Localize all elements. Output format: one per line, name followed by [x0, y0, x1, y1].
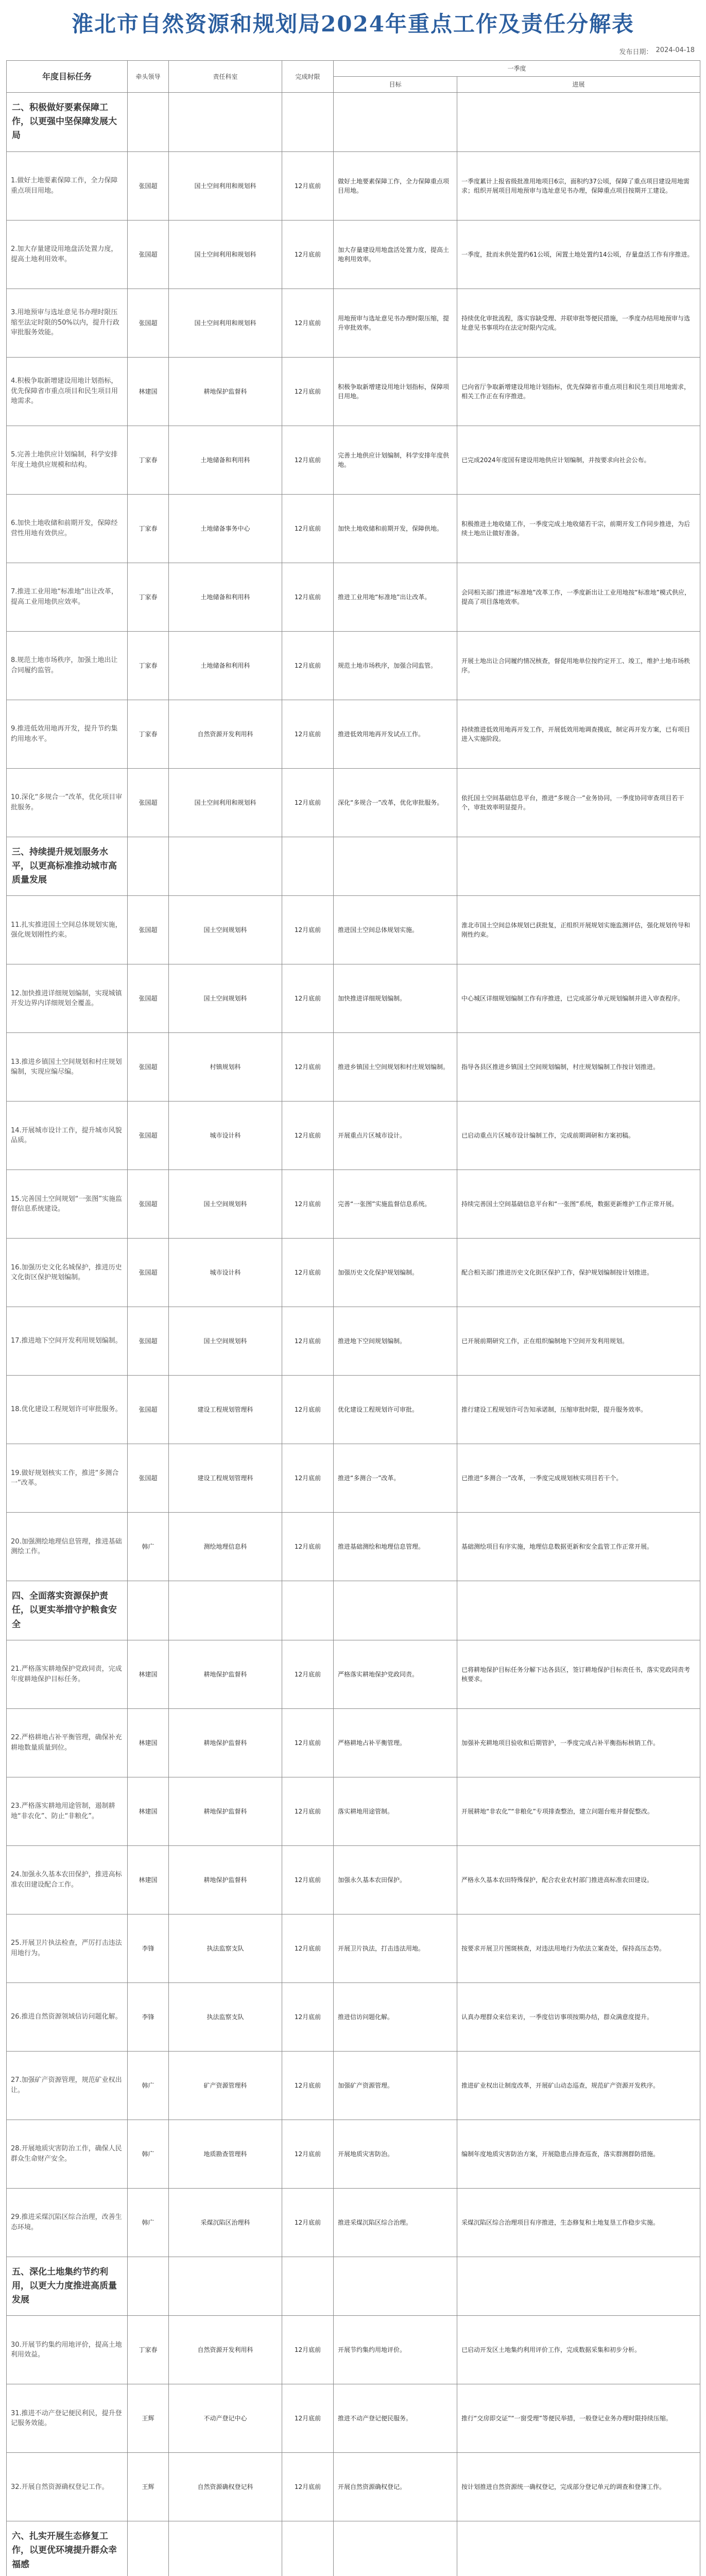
task-cell: 31.推进不动产登记便民利民，提升登记服务效能。: [7, 2384, 128, 2453]
progress-cell: 已启动开发区土地集约利用评价工作，完成数据采集和初步分析。: [457, 2316, 700, 2384]
deadline-cell: 12月底前: [282, 2188, 334, 2257]
section-row: [7, 2521, 700, 2576]
empty-cell: [282, 1581, 334, 1640]
dept-cell: 自然资源确权登记科: [169, 2453, 282, 2521]
dept-cell: 地质勘查管理科: [169, 2120, 282, 2188]
empty-cell: [334, 93, 457, 152]
progress-cell: 推行建设工程规划许可告知承诺制，压缩审批时限，提升服务效率。: [457, 1376, 700, 1444]
target-cell: 加大存量建设用地盘活处置力度，提高土地利用效率。: [334, 220, 457, 289]
progress-cell: 依托国土空间基础信息平台，推进“多规合一”业务协同，一季度协同审查项目若干个，审批效率明显提升。: [457, 768, 700, 837]
empty-cell: [169, 2257, 282, 2316]
progress-cell: 已将耕地保护目标任务分解下达各县区，签订耕地保护目标责任书，落实党政同责考核要求。: [457, 1640, 700, 1708]
empty-cell: [457, 2257, 700, 2316]
header-task: 年度目标任务: [7, 61, 128, 93]
header-lead: 牵头领导: [128, 61, 169, 93]
dept-cell: 国土空间规划科: [169, 896, 282, 964]
lead-cell: 韩广: [128, 2188, 169, 2257]
progress-cell: 开展耕地“非农化”“非粮化”专项排查整治，建立问题台账并督促整改。: [457, 1777, 700, 1845]
dept-cell: 城市设计科: [169, 1239, 282, 1307]
lead-cell: 张国超: [128, 1376, 169, 1444]
section-row: [7, 837, 700, 896]
lead-cell: 李锋: [128, 1914, 169, 1982]
section-heading: 六、扎实开展生态修复工作，以更优环境提升群众幸福感: [7, 2521, 128, 2576]
task-cell: 16.加强历史文化名城保护，推进历史文化街区保护规划编制。: [7, 1239, 128, 1307]
deadline-cell: 12月底前: [282, 1376, 334, 1444]
lead-cell: 林建国: [128, 1640, 169, 1708]
empty-cell: [457, 93, 700, 152]
task-cell: 8.规范土地市场秩序，加强土地出让合同履约监管。: [7, 631, 128, 700]
lead-cell: 张国超: [128, 151, 169, 220]
task-cell: 12.加快推进详细规划编制，实现城镇开发边界内详细规划全覆盖。: [7, 964, 128, 1033]
empty-cell: [169, 837, 282, 896]
dept-cell: 耕地保护监督科: [169, 1640, 282, 1708]
progress-cell: 持续优化审批流程，落实容缺受理、并联审批等便民措施，一季度办结用地预审与选址意见书事项均在法定时限内完成。: [457, 289, 700, 357]
deadline-cell: 12月底前: [282, 700, 334, 768]
task-cell: 17.推进地下空间开发利用规划编制。: [7, 1307, 128, 1376]
table-header: [7, 61, 700, 93]
lead-cell: 韩广: [128, 1513, 169, 1581]
progress-cell: 持续完善国土空间基础信息平台和“一张图”系统，数据更新维护工作正常开展。: [457, 1170, 700, 1239]
section-heading: 四、全面落实资源保护责任，以更实举措守护粮食安全: [7, 1581, 128, 1640]
task-table: [6, 60, 700, 2576]
target-cell: 加快土地收储和前期开发，保障供地。: [334, 494, 457, 563]
table-row: [7, 1170, 700, 1239]
dept-cell: 矿产资源管理科: [169, 2051, 282, 2120]
table-row: [7, 700, 700, 768]
dept-cell: 耕地保护监督科: [169, 1845, 282, 1914]
table-row: [7, 426, 700, 494]
target-cell: 加快推进详细规划编制。: [334, 964, 457, 1033]
target-cell: 推进地下空间规划编制。: [334, 1307, 457, 1376]
table-row: [7, 2316, 700, 2384]
dept-cell: 土地储备事务中心: [169, 494, 282, 563]
deadline-cell: 12月底前: [282, 631, 334, 700]
deadline-cell: 12月底前: [282, 220, 334, 289]
empty-cell: [334, 1581, 457, 1640]
target-cell: 开展节约集约用地评价。: [334, 2316, 457, 2384]
deadline-cell: 12月底前: [282, 2384, 334, 2453]
task-cell: 28.开展地质灾害防治工作，确保人民群众生命财产安全。: [7, 2120, 128, 2188]
dept-cell: 耕地保护监督科: [169, 357, 282, 426]
target-cell: 推进信访问题化解。: [334, 1982, 457, 2051]
dept-cell: 执法监察支队: [169, 1914, 282, 1982]
task-cell: 25.开展卫片执法检查，严厉打击违法用地行为。: [7, 1914, 128, 1982]
table-row: [7, 2384, 700, 2453]
dept-cell: 土地储备和利用科: [169, 631, 282, 700]
deadline-cell: 12月底前: [282, 2120, 334, 2188]
lead-cell: 丁家春: [128, 700, 169, 768]
lead-cell: 张国超: [128, 896, 169, 964]
page-title: 淮北市自然资源和规划局2024年重点工作及责任分解表: [72, 11, 634, 37]
dept-cell: 国土空间利用和规划科: [169, 289, 282, 357]
section-row: [7, 2257, 700, 2316]
table-row: [7, 1101, 700, 1170]
empty-cell: [128, 2521, 169, 2576]
table-row: [7, 1307, 700, 1376]
task-cell: 26.推进自然资源领域信访问题化解。: [7, 1982, 128, 2051]
deadline-cell: 12月底前: [282, 1914, 334, 1982]
table-row: [7, 1914, 700, 1982]
dept-cell: 执法监察支队: [169, 1982, 282, 2051]
task-cell: 11.扎实推进国土空间总体规划实施，强化规划刚性约束。: [7, 896, 128, 964]
lead-cell: 张国超: [128, 1101, 169, 1170]
dept-cell: 村镇规划科: [169, 1033, 282, 1101]
task-cell: 21.严格落实耕地保护党政同责，完成年度耕地保护目标任务。: [7, 1640, 128, 1708]
lead-cell: 林建国: [128, 1777, 169, 1845]
empty-cell: [128, 2257, 169, 2316]
lead-cell: 林建国: [128, 1845, 169, 1914]
target-cell: 深化“多规合一”改革，优化审批服务。: [334, 768, 457, 837]
target-cell: 规范土地市场秩序，加强合同监管。: [334, 631, 457, 700]
table-row: [7, 1239, 700, 1307]
table-row: [7, 2453, 700, 2521]
deadline-cell: 12月底前: [282, 1444, 334, 1513]
table-row: [7, 357, 700, 426]
dept-cell: 耕地保护监督科: [169, 1708, 282, 1777]
dept-cell: 国土空间利用和规划科: [169, 220, 282, 289]
task-cell: 32.开展自然资源确权登记工作。: [7, 2453, 128, 2521]
progress-cell: 推行“交房即交证”“一窗受理”等便民举措，一般登记业务办理时限持续压缩。: [457, 2384, 700, 2453]
lead-cell: 丁家春: [128, 631, 169, 700]
target-cell: 用地预审与选址意见书办理时限压缩，提升审批效率。: [334, 289, 457, 357]
task-cell: 29.推进采煤沉陷区综合治理，改善生态环境。: [7, 2188, 128, 2257]
deadline-cell: 12月底前: [282, 2316, 334, 2384]
lead-cell: 李锋: [128, 1982, 169, 2051]
empty-cell: [282, 2257, 334, 2316]
progress-cell: 一季度累计上报省级批准用地项目6宗，面积约37公顷，保障了重点项目建设用地需求；组织开展项目用地预审与选址意见书办理，保障重点项目按期开工建设。: [457, 151, 700, 220]
progress-cell: 已向省厅争取新增建设用地计划指标，优先保障省市重点项目和民生项目用地需求，相关工作正在有序推进。: [457, 357, 700, 426]
dept-cell: 采煤沉陷区治理科: [169, 2188, 282, 2257]
target-cell: 加强矿产资源管理。: [334, 2051, 457, 2120]
task-cell: 30.开展节约集约用地评价，提高土地利用效益。: [7, 2316, 128, 2384]
target-cell: 开展地质灾害防治。: [334, 2120, 457, 2188]
table-row: [7, 1444, 700, 1513]
target-cell: 做好土地要素保障工作，全力保障重点项目用地。: [334, 151, 457, 220]
progress-cell: 已推进“多测合一”改革，一季度完成规划核实项目若干个。: [457, 1444, 700, 1513]
target-cell: 落实耕地用途管制。: [334, 1777, 457, 1845]
deadline-cell: 12月底前: [282, 1640, 334, 1708]
deadline-cell: 12月底前: [282, 151, 334, 220]
table-row: [7, 289, 700, 357]
table-row: [7, 151, 700, 220]
dept-cell: 国土空间规划科: [169, 1170, 282, 1239]
empty-cell: [169, 1581, 282, 1640]
progress-cell: 会同相关部门推进“标准地”改革工作，一季度新出让工业用地按“标准地”模式供应，提高了项目落地效率。: [457, 563, 700, 631]
progress-cell: 中心城区详细规划编制工作有序推进，已完成部分单元规划编制并进入审查程序。: [457, 964, 700, 1033]
progress-cell: 一季度，批而未供处置约61公顷，闲置土地处置约14公顷，存量盘活工作有序推进。: [457, 220, 700, 289]
progress-cell: 加强补充耕地项目验收和后期管护，一季度完成占补平衡指标核销工作。: [457, 1708, 700, 1777]
progress-cell: 已开展前期研究工作，正在组织编制地下空间开发利用规划。: [457, 1307, 700, 1376]
deadline-cell: 12月底前: [282, 494, 334, 563]
table-row: [7, 1033, 700, 1101]
task-cell: 1.做好土地要素保障工作，全力保障重点项目用地。: [7, 151, 128, 220]
table-row: [7, 2120, 700, 2188]
table-row: [7, 896, 700, 964]
deadline-cell: 12月底前: [282, 1033, 334, 1101]
deadline-cell: 12月底前: [282, 1777, 334, 1845]
empty-cell: [282, 2521, 334, 2576]
progress-cell: 严格永久基本农田特殊保护，配合农业农村部门推进高标准农田建设。: [457, 1845, 700, 1914]
deadline-cell: 12月底前: [282, 1845, 334, 1914]
task-cell: 9.推进低效用地再开发，提升节约集约用地水平。: [7, 700, 128, 768]
dept-cell: 城市设计科: [169, 1101, 282, 1170]
task-cell: 13.推进乡镇国土空间规划和村庄规划编制，实现应编尽编。: [7, 1033, 128, 1101]
publish-date-label: 发布日期：: [619, 48, 653, 56]
lead-cell: 张国超: [128, 1239, 169, 1307]
empty-cell: [282, 837, 334, 896]
task-cell: 22.严格耕地占补平衡管理，确保补充耕地数量质量到位。: [7, 1708, 128, 1777]
task-cell: 2.加大存量建设用地盘活处置力度，提高土地利用效率。: [7, 220, 128, 289]
lead-cell: 王辉: [128, 2384, 169, 2453]
lead-cell: 丁家春: [128, 494, 169, 563]
target-cell: 推进工业用地“标准地”出让改革。: [334, 563, 457, 631]
lead-cell: 王辉: [128, 2453, 169, 2521]
task-cell: 3.用地预审与选址意见书办理时限压缩至法定时限的50%以内，提升行政审批服务效能。: [7, 289, 128, 357]
header-quarter: 一季度: [334, 61, 700, 77]
deadline-cell: 12月底前: [282, 1101, 334, 1170]
dept-cell: 自然资源开发利用科: [169, 700, 282, 768]
table-row: [7, 964, 700, 1033]
task-cell: 14.开展城市设计工作，提升城市风貌品质。: [7, 1101, 128, 1170]
target-cell: 积极争取新增建设用地计划指标，保障项目用地。: [334, 357, 457, 426]
table-body: [7, 93, 700, 2576]
lead-cell: 丁家春: [128, 563, 169, 631]
lead-cell: 张国超: [128, 1307, 169, 1376]
dept-cell: 自然资源开发利用科: [169, 2316, 282, 2384]
table-row: [7, 768, 700, 837]
lead-cell: 韩广: [128, 2120, 169, 2188]
task-cell: 18.优化建设工程规划许可审批服务。: [7, 1376, 128, 1444]
target-cell: 推进“多测合一”改革。: [334, 1444, 457, 1513]
header-deadline: 完成时限: [282, 61, 334, 93]
lead-cell: 丁家春: [128, 426, 169, 494]
table-row: [7, 1640, 700, 1708]
progress-cell: 指导各县区推进乡镇国土空间规划编制，村庄规划编制工作按计划推进。: [457, 1033, 700, 1101]
deadline-cell: 12月底前: [282, 289, 334, 357]
target-cell: 严格落实耕地保护党政同责。: [334, 1640, 457, 1708]
lead-cell: 丁家春: [128, 2316, 169, 2384]
task-cell: 23.严格落实耕地用途管制，遏制耕地“非农化”、防止“非粮化”。: [7, 1777, 128, 1845]
target-cell: 推进低效用地再开发试点工作。: [334, 700, 457, 768]
lead-cell: 张国超: [128, 1444, 169, 1513]
target-cell: 优化建设工程规划许可审批。: [334, 1376, 457, 1444]
lead-cell: 林建国: [128, 357, 169, 426]
dept-cell: 土地储备和利用科: [169, 563, 282, 631]
empty-cell: [169, 93, 282, 152]
empty-cell: [128, 837, 169, 896]
target-cell: 加强历史文化保护规划编制。: [334, 1239, 457, 1307]
dept-cell: 建设工程规划管理科: [169, 1376, 282, 1444]
progress-cell: 已启动重点片区城市设计编制工作，完成前期调研和方案初稿。: [457, 1101, 700, 1170]
deadline-cell: 12月底前: [282, 2051, 334, 2120]
section-heading: 三、持续提升规划服务水平，以更高标准推动城市高质量发展: [7, 837, 128, 896]
deadline-cell: 12月底前: [282, 357, 334, 426]
deadline-cell: 12月底前: [282, 1239, 334, 1307]
table-row: [7, 563, 700, 631]
section-row: [7, 93, 700, 152]
table-row: [7, 1376, 700, 1444]
empty-cell: [457, 1581, 700, 1640]
lead-cell: 张国超: [128, 768, 169, 837]
target-cell: 完善土地供应计划编制，科学安排年度供地。: [334, 426, 457, 494]
dept-cell: 土地储备和利用科: [169, 426, 282, 494]
deadline-cell: 12月底前: [282, 426, 334, 494]
target-cell: 开展自然资源确权登记。: [334, 2453, 457, 2521]
table-row: [7, 631, 700, 700]
task-cell: 10.深化“多规合一”改革，优化项目审批服务。: [7, 768, 128, 837]
table-row: [7, 1513, 700, 1581]
lead-cell: 张国超: [128, 1033, 169, 1101]
empty-cell: [457, 837, 700, 896]
deadline-cell: 12月底前: [282, 563, 334, 631]
table-row: [7, 1777, 700, 1845]
task-cell: 6.加快土地收储和前期开发，保障经营性用地有效供应。: [7, 494, 128, 563]
empty-cell: [334, 2257, 457, 2316]
section-heading: 二、积极做好要素保障工作，以更强中坚保障发展大局: [7, 93, 128, 152]
task-cell: 24.加强永久基本农田保护，推进高标准农田建设配合工作。: [7, 1845, 128, 1914]
dept-cell: 国土空间规划科: [169, 964, 282, 1033]
task-cell: 15.完善国土空间规划“一张图”实施监督信息系统建设。: [7, 1170, 128, 1239]
target-cell: 推进基础测绘和地理信息管理。: [334, 1513, 457, 1581]
progress-cell: 认真办理群众来信来访，一季度信访事项按期办结，群众满意度提升。: [457, 1982, 700, 2051]
lead-cell: 张国超: [128, 1170, 169, 1239]
target-cell: 开展重点片区城市设计。: [334, 1101, 457, 1170]
deadline-cell: 12月底前: [282, 2453, 334, 2521]
deadline-cell: 12月底前: [282, 1170, 334, 1239]
table-row: [7, 1708, 700, 1777]
target-cell: 推进不动产登记便民服务。: [334, 2384, 457, 2453]
target-cell: 严格耕地占补平衡管理。: [334, 1708, 457, 1777]
deadline-cell: 12月底前: [282, 1708, 334, 1777]
dept-cell: 建设工程规划管理科: [169, 1444, 282, 1513]
empty-cell: [334, 837, 457, 896]
lead-cell: 张国超: [128, 220, 169, 289]
table-row: [7, 1982, 700, 2051]
target-cell: 推进采煤沉陷区综合治理。: [334, 2188, 457, 2257]
target-cell: 开展卫片执法，打击违法用地。: [334, 1914, 457, 1982]
task-cell: 7.推进工业用地“标准地”出让改革，提高工业用地供应效率。: [7, 563, 128, 631]
deadline-cell: 12月底前: [282, 1307, 334, 1376]
header-dept: 责任科室: [169, 61, 282, 93]
empty-cell: [457, 2521, 700, 2576]
section-row: [7, 1581, 700, 1640]
deadline-cell: 12月底前: [282, 1982, 334, 2051]
table-row: [7, 494, 700, 563]
empty-cell: [128, 93, 169, 152]
dept-cell: 不动产登记中心: [169, 2384, 282, 2453]
publish-info: [6, 43, 700, 60]
empty-cell: [334, 2521, 457, 2576]
deadline-cell: 12月底前: [282, 1513, 334, 1581]
progress-cell: 持续推进低效用地再开发工作，开展低效用地调查摸底，制定再开发方案，已有项目进入实施阶段。: [457, 700, 700, 768]
table-row: [7, 220, 700, 289]
table-row: [7, 1845, 700, 1914]
lead-cell: 张国超: [128, 289, 169, 357]
table-row: [7, 2188, 700, 2257]
progress-cell: 编制年度地质灾害防治方案，开展隐患点排查巡查，落实群测群防措施。: [457, 2120, 700, 2188]
progress-cell: 采煤沉陷区综合治理项目有序推进，生态修复和土地复垦工作稳步实施。: [457, 2188, 700, 2257]
progress-cell: 已完成2024年度国有建设用地供应计划编制，并按要求向社会公布。: [457, 426, 700, 494]
progress-cell: 推进矿业权出让制度改革，开展矿山动态巡查，规范矿产资源开发秩序。: [457, 2051, 700, 2120]
task-cell: 27.加强矿产资源管理，规范矿业权出让。: [7, 2051, 128, 2120]
progress-cell: 按要求开展卫片图斑核查，对违法用地行为依法立案查处，保持高压态势。: [457, 1914, 700, 1982]
target-cell: 完善“一张图”实施监督信息系统。: [334, 1170, 457, 1239]
header-target: 目标: [334, 77, 457, 93]
target-cell: 加强永久基本农田保护。: [334, 1845, 457, 1914]
section-heading: 五、深化土地集约节约利用，以更大力度推进高质量发展: [7, 2257, 128, 2316]
task-cell: 19.做好规划核实工作，推进“多测合一”改革。: [7, 1444, 128, 1513]
lead-cell: 韩广: [128, 2051, 169, 2120]
deadline-cell: 12月底前: [282, 964, 334, 1033]
lead-cell: 张国超: [128, 964, 169, 1033]
progress-cell: 积极推进土地收储工作，一季度完成土地收储若干宗，前期开发工作同步推进，为后续土地出让做好准备。: [457, 494, 700, 563]
empty-cell: [169, 2521, 282, 2576]
progress-cell: 基础测绘项目有序实施，地理信息数据更新和安全监管工作正常开展。: [457, 1513, 700, 1581]
empty-cell: [282, 93, 334, 152]
dept-cell: 测绘地理信息科: [169, 1513, 282, 1581]
dept-cell: 国土空间利用和规划科: [169, 151, 282, 220]
deadline-cell: 12月底前: [282, 768, 334, 837]
dept-cell: 耕地保护监督科: [169, 1777, 282, 1845]
dept-cell: 国土空间规划科: [169, 1307, 282, 1376]
publish-date-value: 2024-04-18: [656, 46, 695, 54]
task-cell: 4.积极争取新增建设用地计划指标，优先保障省市重点项目和民生项目用地需求。: [7, 357, 128, 426]
progress-cell: 淮北市国土空间总体规划已获批复，正组织开展规划实施监测评估，强化规划传导和刚性约束。: [457, 896, 700, 964]
empty-cell: [128, 1581, 169, 1640]
deadline-cell: 12月底前: [282, 896, 334, 964]
target-cell: 推进乡镇国土空间规划和村庄规划编制。: [334, 1033, 457, 1101]
target-cell: 推进国土空间总体规划实施。: [334, 896, 457, 964]
lead-cell: 林建国: [128, 1708, 169, 1777]
table-row: [7, 2051, 700, 2120]
task-cell: 20.加强测绘地理信息管理，推进基础测绘工作。: [7, 1513, 128, 1581]
header-progress: 进展: [457, 77, 700, 93]
progress-cell: 开展土地出让合同履约情况核查，督促用地单位按约定开工、竣工，维护土地市场秩序。: [457, 631, 700, 700]
progress-cell: 按计划推进自然资源统一确权登记，完成部分登记单元的调查和登簿工作。: [457, 2453, 700, 2521]
dept-cell: 国土空间利用和规划科: [169, 768, 282, 837]
progress-cell: 配合相关部门推进历史文化街区保护工作，保护规划编制按计划推进。: [457, 1239, 700, 1307]
task-cell: 5.完善土地供应计划编制，科学安排年度土地供应规模和结构。: [7, 426, 128, 494]
